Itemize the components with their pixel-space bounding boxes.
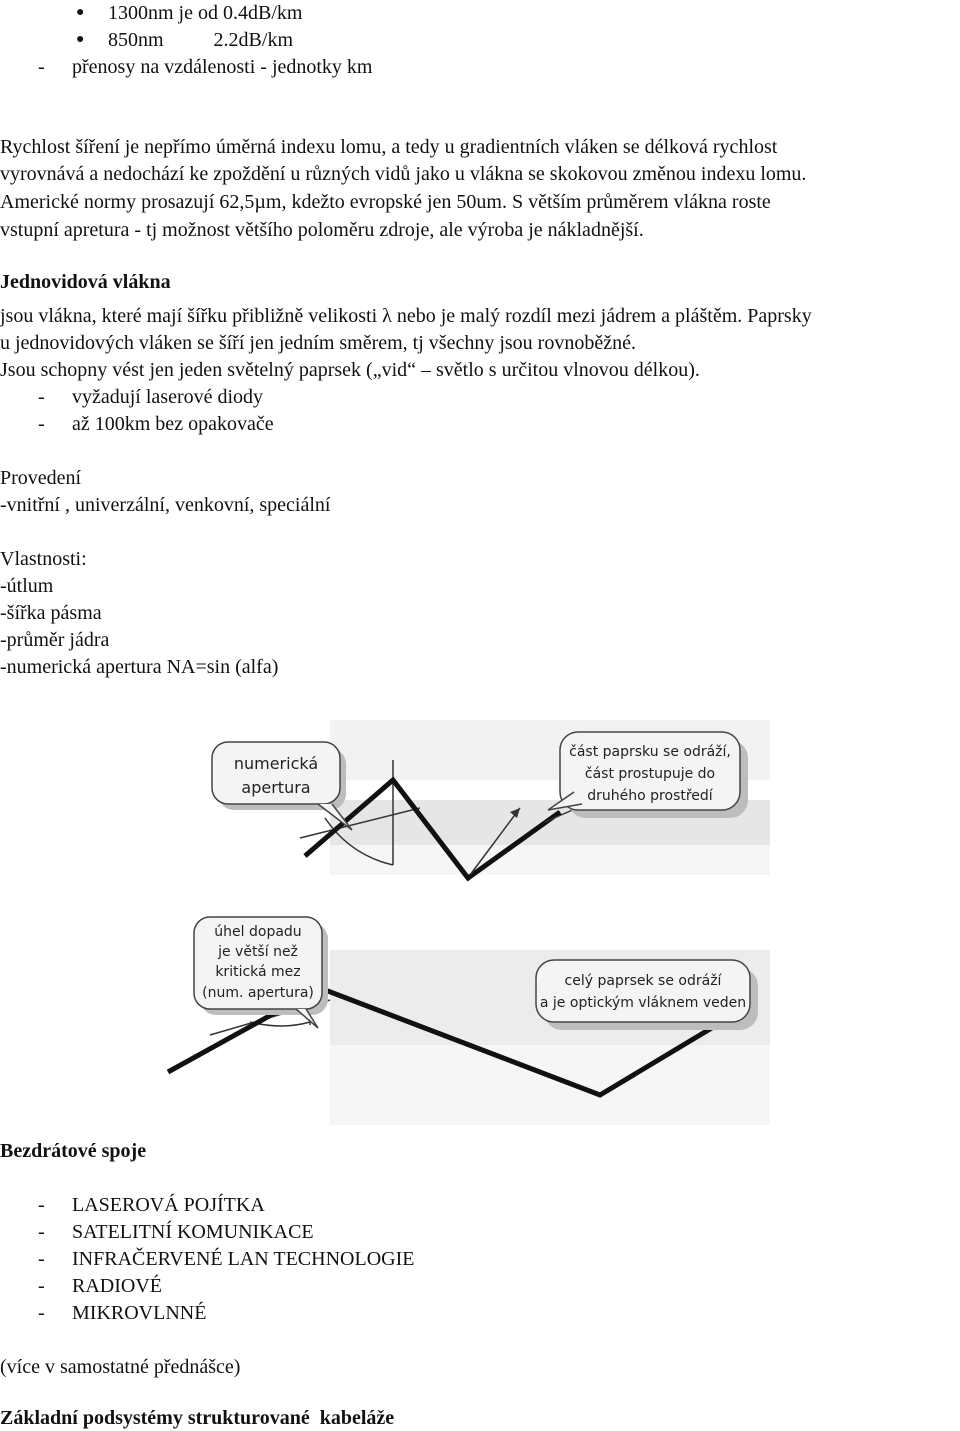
wireless-heading: Bezdrátové spoje	[0, 1140, 147, 1162]
callout-3-line-4: (num. apertura)	[202, 985, 314, 1001]
upper-band-bottom	[330, 845, 770, 875]
single-mode-line-3: Jsou schopny vést jen jeden světelný paprsek („vid“ – světlo s určitou vlnovou délkou).	[0, 359, 700, 381]
wireless-item-2: SATELITNÍ KOMUNIKACE	[72, 1221, 314, 1243]
para1-line-2: vyrovnává a nedochází ke zpoždění u různých vidů jako u vlákna se skokovou změnou indexu lomu.	[0, 163, 807, 185]
bullet-1300nm: 1300nm je od 0.4dB/km	[108, 2, 303, 24]
vlastnosti-item-2: -šířka pásma	[0, 602, 102, 624]
vlastnosti-item-4: -numerická apertura NA=sin (alfa)	[0, 656, 279, 678]
bullet-dot: ●	[76, 32, 85, 47]
provedeni-value: -vnitřní , univerzální, venkovní, speciální	[0, 494, 331, 516]
final-heading: Základní podsystémy strukturované kabeláže	[0, 1407, 395, 1429]
callout-3-line-3: kritická mez	[215, 964, 301, 980]
single-mode-heading: Jednovidová vlákna	[0, 271, 171, 293]
wireless-note: (více v samostatné přednášce)	[0, 1356, 241, 1378]
vlastnosti-heading: Vlastnosti:	[0, 548, 87, 570]
dash-marker: -	[38, 386, 45, 408]
wireless-item-3: INFRAČERVENÉ LAN TECHNOLOGIE	[72, 1248, 415, 1270]
dash-marker: -	[38, 1194, 45, 1216]
dash-marker: -	[38, 413, 45, 435]
callout-3-line-1: úhel dopadu	[214, 924, 302, 940]
dash-marker: -	[38, 1221, 45, 1243]
dash-marker: -	[38, 1275, 45, 1297]
single-mode-line-2: u jednovidových vláken se šíří jen jedním směrem, tj všechny jsou rovnoběžné.	[0, 332, 636, 354]
callout-4-line-2: a je optickým vláknem veden	[539, 995, 747, 1011]
vlastnosti-item-3: -průměr jádra	[0, 629, 110, 651]
fiber-reflection-diagram	[0, 700, 960, 1130]
vlastnosti-item-1: -útlum	[0, 575, 54, 597]
provedeni-heading: Provedení	[0, 467, 82, 489]
callout-2-line-1: část paprsku se odráží,	[569, 744, 731, 760]
wireless-item-1: LASEROVÁ POJÍTKA	[72, 1194, 265, 1216]
callout-1-line-1: numerická	[233, 754, 319, 773]
bullet-dot: ●	[76, 5, 85, 20]
distance-line: přenosy na vzdálenosti - jednotky km	[72, 56, 373, 78]
single-mode-dash-2: až 100km bez opakovače	[72, 413, 274, 435]
single-mode-dash-1: vyžadují laserové diody	[72, 386, 264, 408]
dash-marker: -	[38, 56, 45, 78]
wireless-item-4: RADIOVÉ	[72, 1275, 162, 1297]
para1-line-1: Rychlost šíření je nepřímo úměrná indexu lomu, a tedy u gradientních vláken se délková rychlost	[0, 136, 778, 158]
callout-4-box	[536, 960, 750, 1022]
callout-1-line-2: apertura	[241, 778, 311, 797]
wireless-item-5: MIKROVLNNÉ	[72, 1302, 207, 1324]
dash-marker: -	[38, 1302, 45, 1324]
dash-marker: -	[38, 1248, 45, 1270]
callout-3-line-2: je větší než	[218, 944, 298, 960]
single-mode-line-1: jsou vlákna, které mají šířku přibližně velikosti λ nebo je malý rozdíl mezi jádrem a pláštěm. Paprsky	[0, 305, 812, 327]
lower-band-under	[330, 1045, 770, 1125]
callout-4-line-1: celý paprsek se odráží	[564, 973, 722, 989]
callout-2-line-2: část prostupuje do	[584, 766, 716, 782]
bullet-850nm: 850nm 2.2dB/km	[108, 29, 294, 51]
para1-line-3: Americké normy prosazují 62,5µm, kdežto evropské jen 50um. S větším průměrem vlákna roste	[0, 191, 771, 213]
callout-2-line-3: druhého prostředí	[587, 788, 713, 804]
para1-line-4: vstupní apretura - tj možnost většího poloměru zdroje, ale výroba je nákladnější.	[0, 219, 644, 241]
